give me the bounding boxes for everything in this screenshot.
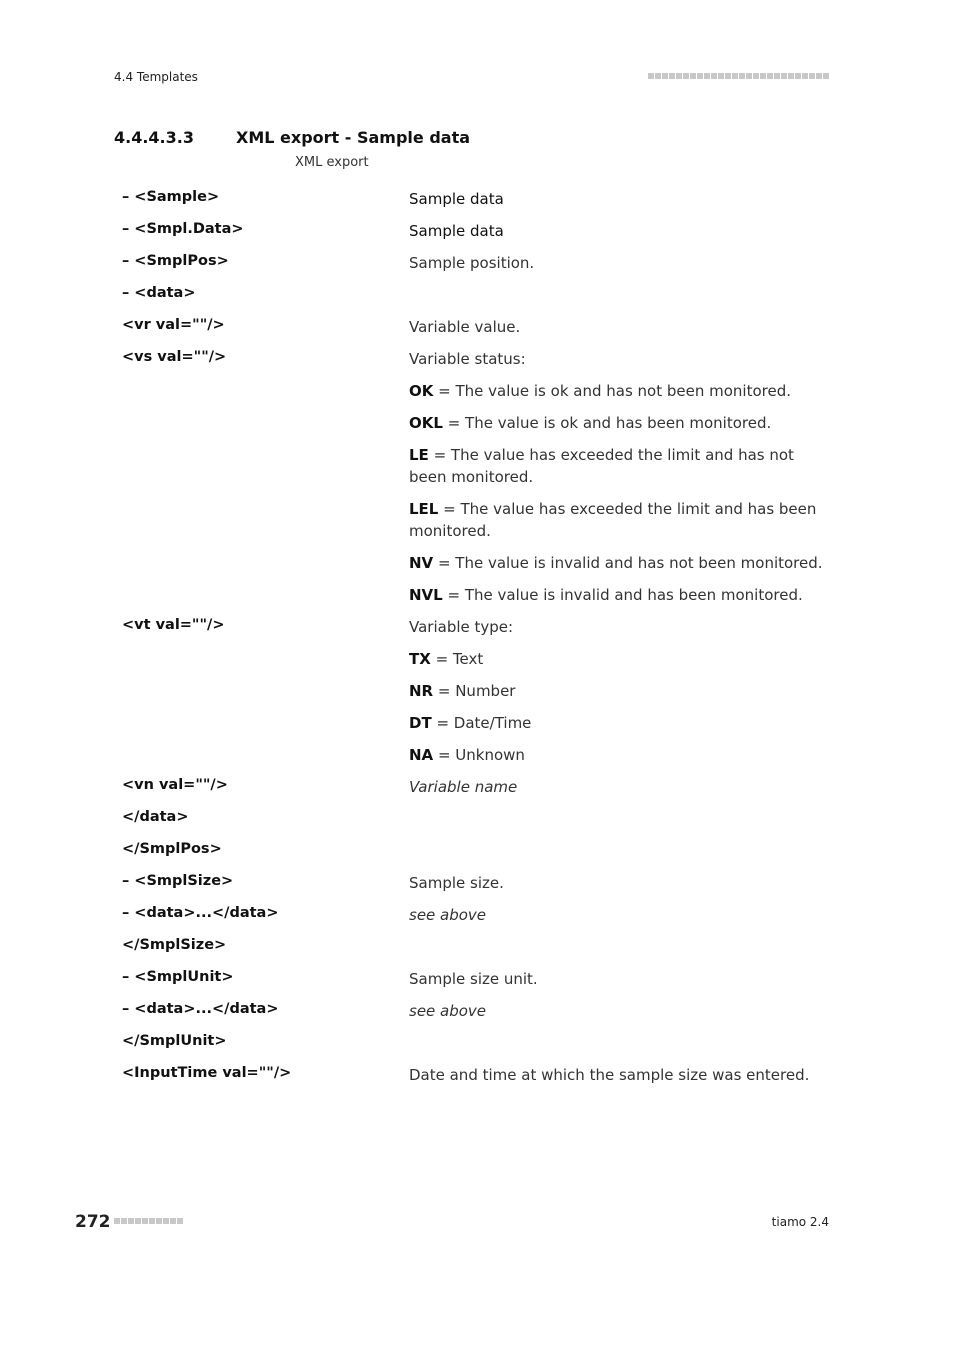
definition-row: [122, 712, 832, 744]
running-header-section: 4.4 Templates: [114, 70, 198, 84]
tag-description: [409, 936, 829, 968]
dot-square: [128, 1218, 134, 1224]
xml-tag: </SmplPos>: [122, 841, 222, 857]
definition-row: [122, 744, 832, 776]
xml-tag: [122, 412, 409, 444]
dot-square: [753, 73, 759, 79]
dot-square: [156, 1218, 162, 1224]
dot-square: [795, 73, 801, 79]
xml-tag: [122, 648, 409, 680]
xml-tag: [122, 712, 409, 744]
status-code: NVL: [409, 586, 443, 604]
tag-description: [409, 808, 829, 840]
definition-row: [122, 252, 832, 284]
xml-tag: [122, 680, 409, 712]
type-code-description: NA = Unknown: [409, 746, 525, 764]
dot-square: [816, 73, 822, 79]
dot-square: [760, 73, 766, 79]
dot-square: [725, 73, 731, 79]
xml-tag: [122, 552, 409, 584]
xml-tag: <vr val=""/>: [122, 317, 225, 333]
dot-square: [746, 73, 752, 79]
status-code: LEL: [409, 500, 439, 518]
dot-square: [704, 73, 710, 79]
xml-tag: </SmplSize>: [122, 937, 227, 953]
definition-row: [122, 776, 832, 808]
definition-row: [122, 936, 832, 968]
page-number: 272: [75, 1212, 111, 1232]
xml-tag: <vn val=""/>: [122, 777, 228, 793]
xml-tag: [122, 444, 409, 498]
dot-square: [163, 1218, 169, 1224]
status-code-description: LE = The value has exceeded the limit and has not been monitored.: [409, 446, 794, 486]
status-code-description: OK = The value is ok and has not been monitored.: [409, 382, 792, 400]
definition-row: [122, 904, 832, 936]
header-dot-bar: [648, 73, 829, 79]
xml-tag: [122, 380, 409, 412]
dot-square: [669, 73, 675, 79]
tag-description: see above: [409, 906, 487, 924]
dot-square: [676, 73, 682, 79]
status-code: LE: [409, 446, 429, 464]
tag-description: Variable type:: [409, 618, 514, 636]
tag-description: Sample size.: [409, 874, 504, 892]
status-code-description: NVL = The value is invalid and has been monitored.: [409, 586, 803, 604]
dot-square: [697, 73, 703, 79]
dot-square: [683, 73, 689, 79]
tag-description: Variable value.: [409, 318, 521, 336]
tag-description: [409, 1032, 829, 1064]
xml-tag: [122, 744, 409, 776]
type-code-description: TX = Text: [409, 650, 484, 668]
xml-tag: <vt val=""/>: [122, 617, 225, 633]
tag-description: Date and time at which the sample size was entered.: [409, 1066, 810, 1084]
status-code: NV: [409, 554, 434, 572]
tag-description: Variable name: [409, 778, 518, 796]
definition-row: [122, 380, 832, 412]
section-heading: [114, 128, 470, 147]
definition-row: [122, 680, 832, 712]
tag-description: Sample position.: [409, 254, 535, 272]
tag-description: [409, 284, 829, 316]
status-code-description: LEL = The value has exceeded the limit and has been monitored.: [409, 500, 817, 540]
definition-row: [122, 648, 832, 680]
xml-tag: – <data>...</data>: [122, 905, 279, 921]
xml-tag: </data>: [122, 809, 189, 825]
definition-row: [122, 220, 832, 252]
definition-row: [122, 1000, 832, 1032]
definition-row: [122, 284, 832, 316]
xml-tag: – <data>: [122, 285, 196, 301]
section-number: 4.4.4.3.3: [114, 128, 194, 147]
dot-square: [114, 1218, 120, 1224]
definition-row: [122, 412, 832, 444]
xml-tag: <vs val=""/>: [122, 349, 227, 365]
definition-row: [122, 808, 832, 840]
xml-tag: – <SmplSize>: [122, 873, 234, 889]
footer-dot-bar: [114, 1218, 183, 1224]
xml-tag: – <SmplUnit>: [122, 969, 234, 985]
type-code: NR: [409, 682, 434, 700]
dot-square: [662, 73, 668, 79]
status-code: OK: [409, 382, 434, 400]
dot-square: [718, 73, 724, 79]
dot-square: [655, 73, 661, 79]
definition-row: [122, 1064, 832, 1096]
status-code-description: NV = The value is invalid and has not been monitored.: [409, 554, 823, 572]
definition-row: [122, 188, 832, 220]
status-code-description: OKL = The value is ok and has been monitored.: [409, 414, 772, 432]
xml-tag: – <Smpl.Data>: [122, 221, 244, 237]
dot-square: [690, 73, 696, 79]
definition-row: [122, 552, 832, 584]
definition-row: [122, 498, 832, 552]
tag-description: Sample size unit.: [409, 970, 538, 988]
definition-row: [122, 444, 832, 498]
xml-tag: – <Sample>: [122, 189, 220, 205]
section-subtitle: XML export: [295, 155, 369, 170]
xml-tag: – <SmplPos>: [122, 253, 229, 269]
dot-square: [788, 73, 794, 79]
type-code: TX: [409, 650, 431, 668]
tag-description: Sample data: [409, 222, 504, 240]
dot-square: [802, 73, 808, 79]
dot-square: [121, 1218, 127, 1224]
dot-square: [177, 1218, 183, 1224]
tag-description: see above: [409, 1002, 487, 1020]
type-code: NA: [409, 746, 434, 764]
definition-row: [122, 968, 832, 1000]
section-title-text: XML export - Sample data: [236, 128, 471, 147]
xml-tag: [122, 584, 409, 616]
type-code: DT: [409, 714, 432, 732]
dot-square: [711, 73, 717, 79]
definition-row: [122, 616, 832, 648]
definition-row: [122, 1032, 832, 1064]
xml-tag: [122, 498, 409, 552]
dot-square: [648, 73, 654, 79]
dot-square: [149, 1218, 155, 1224]
xml-tag: – <data>...</data>: [122, 1001, 279, 1017]
product-name: tiamo 2.4: [771, 1215, 829, 1229]
dot-square: [823, 73, 829, 79]
dot-square: [774, 73, 780, 79]
dot-square: [781, 73, 787, 79]
definition-row: [122, 872, 832, 904]
definition-row: [122, 840, 832, 872]
tag-description: [409, 840, 829, 872]
definition-row: [122, 316, 832, 348]
definition-row: [122, 348, 832, 380]
tag-description: Variable status:: [409, 350, 526, 368]
dot-square: [170, 1218, 176, 1224]
dot-square: [767, 73, 773, 79]
xml-tag: </SmplUnit>: [122, 1033, 227, 1049]
dot-square: [732, 73, 738, 79]
definition-list: [122, 188, 832, 1096]
type-code-description: NR = Number: [409, 682, 516, 700]
status-code: OKL: [409, 414, 443, 432]
type-code-description: DT = Date/Time: [409, 714, 532, 732]
xml-tag: <InputTime val=""/>: [122, 1065, 292, 1081]
definition-row: [122, 584, 832, 616]
tag-description: Sample data: [409, 190, 504, 208]
dot-square: [809, 73, 815, 79]
dot-square: [135, 1218, 141, 1224]
dot-square: [142, 1218, 148, 1224]
dot-square: [739, 73, 745, 79]
